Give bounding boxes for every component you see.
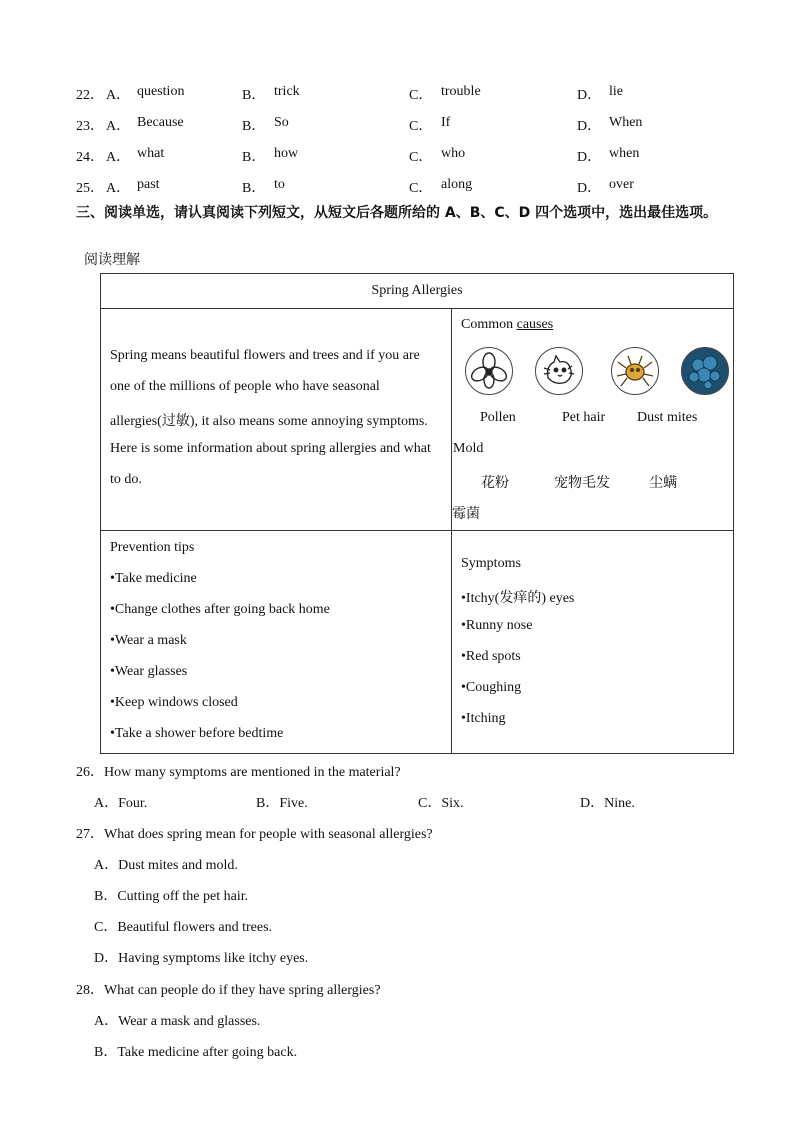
table-title-cell <box>101 274 734 309</box>
option-letter: A． <box>106 88 131 103</box>
question-26-option-c: C．Six. <box>418 796 464 811</box>
symptom-item: •Itchy(发痒的) eyes <box>461 591 575 606</box>
question-28-option-a: A．Wear a mask and glasses. <box>94 1014 261 1029</box>
section-heading: 三、阅读单选，请认真阅读下列短文，从短文后各题所给的 A、B、C、D 四个选项中，选出最佳选项。 <box>76 205 718 221</box>
option-letter: A． <box>106 150 131 165</box>
intro-line: one of the millions of people who have seasonal <box>110 379 380 394</box>
causes-overflow-mold: Mold <box>453 441 484 456</box>
option-letter: B． <box>242 181 266 196</box>
symptom-item: •Red spots <box>461 649 521 664</box>
item-number: 22． <box>76 88 104 103</box>
prevention-cell <box>101 531 452 754</box>
question-27-option-a: A．Dust mites and mold. <box>94 858 238 873</box>
option-letter: D． <box>577 88 602 103</box>
question-26-option-d: D．Nine. <box>580 796 635 811</box>
intro-line: allergies(过敏), it also means some annoying symptoms. <box>110 414 428 429</box>
question-28-option-b: B．Take medicine after going back. <box>94 1045 298 1060</box>
option-text: what <box>137 146 165 161</box>
option-text: when <box>609 146 640 161</box>
item-number: 24． <box>76 150 104 165</box>
option-text: who <box>441 146 466 161</box>
option-text: Because <box>137 115 184 130</box>
option-text: trick <box>274 84 300 99</box>
symptoms-cell <box>452 531 734 754</box>
option-text: to <box>274 177 285 192</box>
cloze-item-22 <box>0 84 794 104</box>
option-letter: D． <box>577 119 602 134</box>
cause-dust-mites: Dust mites <box>637 410 698 425</box>
option-letter: C． <box>409 150 433 165</box>
option-text: over <box>609 177 634 192</box>
symptom-item: •Runny nose <box>461 618 533 633</box>
cause-pet-hair: Pet hair <box>562 410 606 425</box>
cause-pollen-zh: 花粉 <box>481 476 509 491</box>
cause-dust-mites-zh: 尘螨 <box>649 476 677 491</box>
table-title: Spring Allergies <box>371 283 463 298</box>
item-number: 23． <box>76 119 104 134</box>
question-26-option-a: A．Four. <box>94 796 148 811</box>
cause-pollen: Pollen <box>480 410 516 425</box>
prevention-item: •Change clothes after going back home <box>110 602 330 617</box>
question-26-option-b: B．Five. <box>256 796 308 811</box>
question-26-stem: 26．How many symptoms are mentioned in the material? <box>76 765 401 780</box>
option-letter: A． <box>106 119 131 134</box>
option-text: If <box>441 115 451 130</box>
section-label: 阅读理解 <box>84 253 140 268</box>
intro-line: to do. <box>110 472 142 487</box>
causes-heading <box>461 317 553 333</box>
option-text: lie <box>609 84 623 99</box>
intro-line: Spring means beautiful flowers and trees and if you are <box>110 348 420 363</box>
option-text: question <box>137 84 185 99</box>
cloze-item-24 <box>0 146 794 166</box>
symptoms-title: Symptoms <box>461 556 521 571</box>
causes-word: causes <box>516 317 554 332</box>
option-letter: B． <box>242 150 266 165</box>
option-text: how <box>274 146 299 161</box>
option-text: along <box>441 177 473 192</box>
prevention-item: •Take medicine <box>110 571 197 586</box>
option-letter: C． <box>409 88 433 103</box>
question-28-stem: 28．What can people do if they have spring allergies? <box>76 983 381 998</box>
prevention-item: •Wear glasses <box>110 664 188 679</box>
symptom-item: •Coughing <box>461 680 522 695</box>
causes-label: Common <box>461 317 517 332</box>
option-letter: B． <box>242 88 266 103</box>
question-27-option-c: C．Beautiful flowers and trees. <box>94 920 273 935</box>
cloze-item-23 <box>0 115 794 135</box>
symptom-item: •Itching <box>461 711 506 726</box>
option-letter: D． <box>577 150 602 165</box>
option-letter: A． <box>106 181 131 196</box>
option-text: trouble <box>441 84 481 99</box>
option-text: past <box>137 177 160 192</box>
prevention-title: Prevention tips <box>110 540 195 555</box>
prevention-item: •Keep windows closed <box>110 695 238 710</box>
pet-hair-icon <box>535 347 583 395</box>
prevention-item: •Take a shower before bedtime <box>110 726 284 741</box>
cause-pet-hair-zh: 宠物毛发 <box>554 476 610 491</box>
option-letter: B． <box>242 119 266 134</box>
pollen-flower-icon <box>465 347 513 395</box>
option-letter: C． <box>409 119 433 134</box>
question-27-option-b: B．Cutting off the pet hair. <box>94 889 249 904</box>
mold-icon <box>681 347 729 395</box>
option-letter: C． <box>409 181 433 196</box>
cause-mold-zh: 霉菌 <box>452 507 480 522</box>
dust-mite-icon <box>611 347 659 395</box>
intro-line: Here is some information about spring allergies and what <box>110 441 431 456</box>
option-text: So <box>274 115 289 130</box>
cloze-item-25 <box>0 177 794 197</box>
option-letter: D． <box>577 181 602 196</box>
question-27-option-d: D．Having symptoms like itchy eyes. <box>94 951 309 966</box>
option-text: When <box>609 115 643 130</box>
prevention-item: •Wear a mask <box>110 633 187 648</box>
causes-cell <box>452 309 734 531</box>
spring-allergies-table <box>100 273 734 754</box>
question-27-stem: 27．What does spring mean for people with seasonal allergies? <box>76 827 433 842</box>
item-number: 25． <box>76 181 104 196</box>
